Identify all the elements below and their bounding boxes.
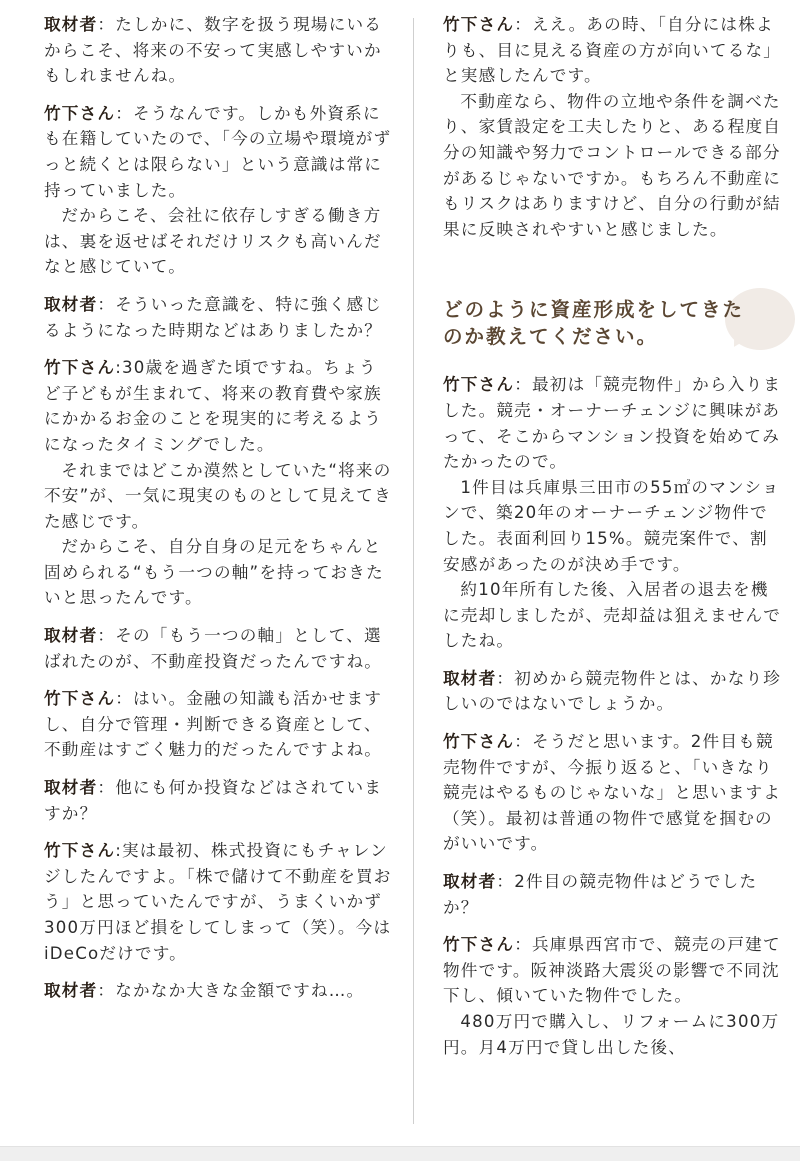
speaker-label: 取材者 — [44, 626, 98, 646]
speaker-separator: ： — [514, 15, 532, 34]
dialogue-block — [44, 838, 394, 966]
dialogue-text: その「もう一つの軸」として、選ばれたのが、不動産投資だったんですね。 — [44, 626, 383, 671]
dialogue-block — [443, 666, 783, 717]
dialogue-text: それまではどこか漠然としていた“将来の不安”が、一気に現実のものとして見えてきた感じです。 — [44, 460, 392, 531]
speaker-separator: ： — [97, 778, 116, 798]
dialogue-text: 初めから競売物件とは、かなり珍しいのではないでしょうか。 — [443, 668, 782, 714]
dialogue-block — [44, 775, 394, 826]
dialogue-text: そういった意識を、特に強く感じるようになった時期などはありましたか？ — [44, 294, 383, 340]
dialogue-block — [44, 978, 394, 1004]
dialogue-block — [44, 355, 394, 611]
speaker-label: 竹下さん — [44, 103, 116, 123]
speaker-label: 取材者 — [443, 872, 497, 892]
speaker-separator: ： — [496, 668, 515, 688]
speaker-separator: ： — [97, 981, 116, 1001]
dialogue-block — [443, 869, 783, 920]
speaker-label: 竹下さん — [443, 375, 515, 395]
speaker-label: 竹下さん — [443, 15, 515, 34]
dialogue-block — [44, 623, 394, 674]
dialogue-text: だからこそ、自分自身の足元をちゃんと固められる“もう一つの軸”を持っておきたいと思ったんです。 — [44, 537, 384, 608]
dialogue-text: 兵庫県西宮市で、競売の戸建て物件です。阪神淡路大震災の影響で不同沈下し、傾いていた物件でした。 — [443, 935, 781, 1006]
speaker-label: 竹下さん — [44, 689, 116, 709]
dialogue-text: 480万円で購入し、リフォームに300万円。月4万円で貸し出した後、 — [443, 1012, 780, 1057]
dialogue-text: 約10年所有した後、入居者の退去を機に売却しましたが、売却益は狙えませんでしたね。 — [443, 580, 782, 651]
dialogue-block — [44, 101, 394, 280]
speaker-separator: ： — [514, 935, 532, 955]
speaker-separator: ： — [115, 689, 133, 709]
dialogue-text: 実は最初、株式投資にもチャレンジしたんですよ。「株で儲けて不動産を買おう」と思っていたんですが、うまくいかず300万円ほど損をしてしまって（笑）。今はiDeCoだけです。 — [44, 841, 392, 963]
heading-line-2: のか教えてください。 — [443, 325, 659, 349]
speaker-label: 取材者 — [44, 778, 98, 798]
dialogue-text: そうだと思います。2件目も競売物件ですが、今振り返ると、「いきなり競売はやるものじゃないな」と思いますよ（笑）。最初は普通の物件で感覚を掴むのがいいです。 — [443, 732, 782, 854]
speaker-label: 竹下さん — [44, 358, 116, 378]
dialogue-block — [443, 729, 783, 857]
heading-line-1: どのように資産形成をしてきた — [443, 298, 745, 322]
page-bottom-edge — [0, 1146, 800, 1161]
speaker-separator: ： — [514, 732, 532, 752]
right-bottom-section — [443, 372, 783, 1060]
speaker-label: 取材者 — [44, 15, 98, 34]
dialogue-text: だからこそ、会社に依存しすぎる働き方は、裏を返せばそれだけリスクも高いんだなと感じていて。 — [44, 206, 382, 277]
dialogue-text: 他にも何か投資などはされていますか？ — [44, 778, 383, 823]
left-column — [44, 12, 394, 1016]
dialogue-block — [44, 292, 394, 343]
column-divider — [413, 18, 414, 1124]
right-top-section — [443, 12, 783, 242]
dialogue-block — [443, 12, 783, 242]
speaker-separator: ： — [496, 872, 515, 892]
speaker-label: 取材者 — [44, 981, 98, 1001]
speaker-label: 竹下さん — [443, 935, 515, 955]
speaker-separator: : — [115, 841, 122, 861]
right-column — [443, 12, 783, 1072]
section-heading — [443, 296, 783, 350]
dialogue-text: たしかに、数字を扱う現場にいるからこそ、将来の不安って実感しやすいかもしれませんね。 — [44, 15, 383, 86]
dialogue-text: 30歳を過ぎた頃ですね。ちょうど子どもが生まれて、将来の教育費や家族にかかるお金のことを現実的に考えるようになったタイミングでした。 — [44, 358, 383, 454]
dialogue-text: 最初は「競売物件」から入りました。競売・オーナーチェンジに興味があって、そこからマンション投資を始めてみたかったので。 — [443, 375, 782, 472]
dialogue-text: 1件目は兵庫県三田市の55㎡のマンションで、築20年のオーナーチェンジ物件でした。表面利回り15%。競売案件で、割安感があったのが決め手です。 — [443, 477, 780, 574]
speaker-separator: ： — [115, 103, 133, 123]
dialogue-block — [44, 686, 394, 763]
dialogue-block — [443, 932, 783, 1060]
speaker-label: 竹下さん — [443, 732, 515, 752]
dialogue-block — [443, 372, 783, 654]
dialogue-text: 不動産なら、物件の立地や条件を調べたり、家賃設定を工夫したりと、ある程度自分の知識や努力でコントロールできる部分があるじゃないですか。もちろん不動産にもリスクはありますけど、自分の行動が結果に反映されやすいと感じました。 — [443, 91, 782, 239]
speaker-label: 取材者 — [443, 668, 497, 688]
dialogue-block — [44, 12, 394, 89]
speaker-label: 竹下さん — [44, 841, 116, 861]
dialogue-text: そうなんです。しかも外資系にも在籍していたので、「今の立場や環境がずっと続くとは限らない」という意識は常に持っていました。 — [44, 103, 392, 200]
dialogue-text: ええ。あの時、「自分には株よりも、目に見える資産の方が向いてるな」と実感したんです。 — [443, 15, 782, 86]
speaker-separator: : — [115, 358, 122, 378]
dialogue-text: はい。金融の知識も活かせますし、自分で管理・判断できる資産として、不動産はすごく魅力的だったんですよね。 — [44, 689, 383, 760]
speaker-separator: ： — [97, 294, 116, 314]
speaker-separator: ： — [514, 375, 532, 395]
dialogue-text: 2件目の競売物件はどうでしたか？ — [443, 872, 758, 917]
speaker-label: 取材者 — [44, 294, 98, 314]
speaker-separator: ： — [97, 626, 116, 646]
speaker-separator: ： — [97, 15, 116, 34]
dialogue-text: なかなか大きな金額ですね…。 — [115, 981, 365, 1001]
